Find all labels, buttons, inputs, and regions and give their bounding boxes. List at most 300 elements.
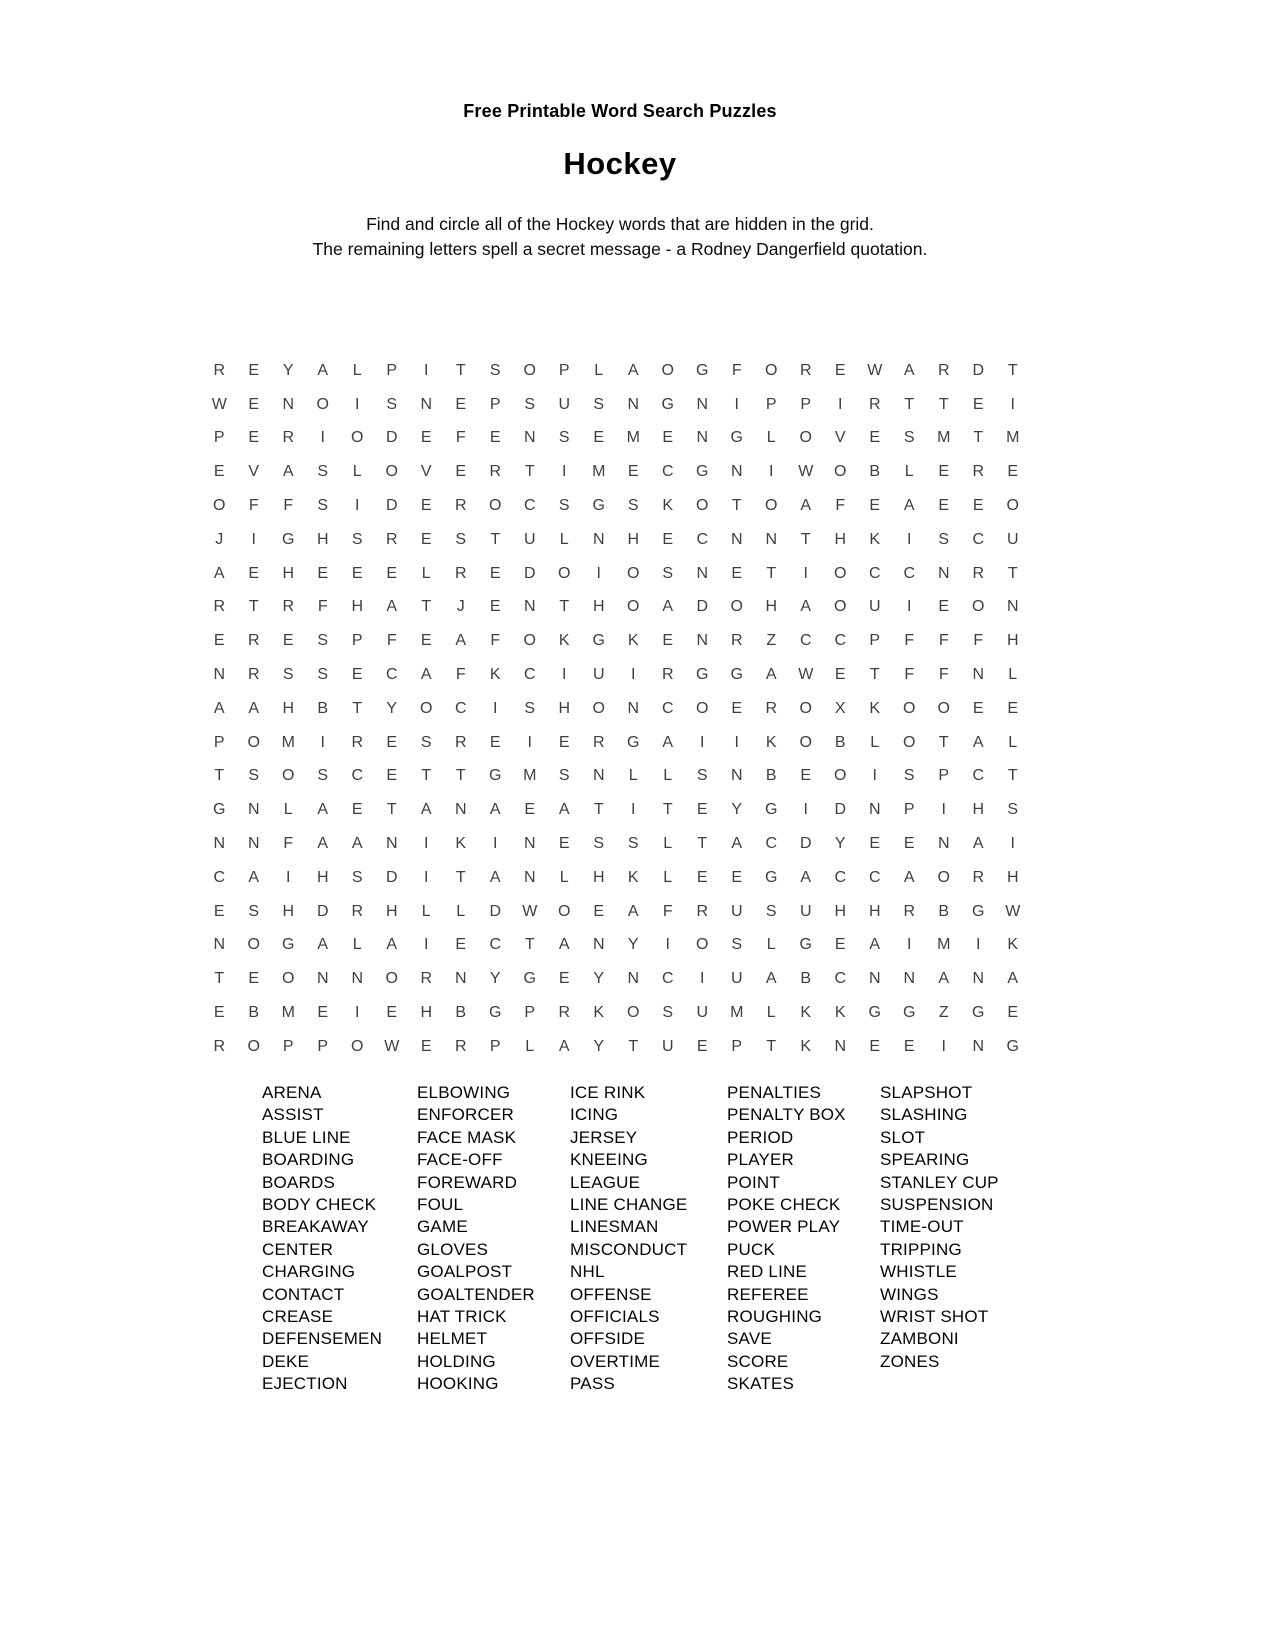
grid-letter: E [662, 632, 674, 650]
grid-letter: E [696, 1037, 708, 1055]
grid-letter: G [696, 361, 709, 379]
grid-letter: A [317, 835, 329, 853]
grid-letter: A [420, 666, 432, 684]
grid-letter: A [1007, 970, 1019, 988]
grid-letter: R [213, 361, 226, 379]
grid-letter: M [937, 429, 951, 447]
grid-letter: G [730, 666, 743, 684]
grid-letter: E [731, 564, 743, 582]
grid-letter: D [385, 497, 398, 515]
grid-letter: B [765, 767, 777, 785]
grid-letter: T [593, 801, 604, 819]
grid-letter: T [904, 395, 915, 413]
grid-letter: E [420, 632, 432, 650]
grid-letter: E [524, 801, 536, 819]
grid-letter: E [248, 970, 260, 988]
grid-letter: O [696, 699, 709, 717]
grid-letter: G [489, 767, 502, 785]
grid-letter: N [213, 835, 226, 853]
grid-letter: N [454, 801, 467, 819]
grid-letter: G [799, 936, 812, 954]
grid-letter: A [800, 598, 812, 616]
grid-letter: A [731, 835, 743, 853]
grid-letter: T [973, 429, 984, 447]
word-item: PLAYER [727, 1150, 795, 1170]
grid-letter: N [627, 395, 640, 413]
word-item: OFFENSE [570, 1284, 652, 1304]
grid-letter: D [972, 361, 985, 379]
grid-letter: E [420, 530, 432, 548]
grid-letter: N [696, 429, 709, 447]
grid-letter: H [282, 564, 295, 582]
grid-letter: A [558, 1037, 570, 1055]
word-item: LINE CHANGE [570, 1195, 688, 1215]
grid-letter: H [627, 530, 640, 548]
grid-letter: M [730, 1004, 744, 1022]
grid-letter: O [834, 598, 847, 616]
grid-letter: R [972, 564, 985, 582]
grid-letter: I [976, 936, 981, 954]
word-item: POWER PLAY [727, 1217, 841, 1237]
grid-letter: W [211, 395, 227, 413]
grid-letter: O [765, 361, 778, 379]
word-item: HOLDING [417, 1351, 496, 1371]
word-item: GLOVES [417, 1239, 489, 1259]
grid-letter: R [454, 564, 467, 582]
word-item: GOALPOST [417, 1262, 513, 1282]
grid-letter: O [1006, 497, 1019, 515]
grid-letter: E [800, 767, 812, 785]
grid-letter: N [696, 564, 709, 582]
grid-letter: D [834, 801, 847, 819]
grid-letter: S [938, 530, 950, 548]
grid-letter: O [351, 1037, 364, 1055]
grid-letter: F [835, 497, 846, 515]
grid-letter: K [455, 835, 467, 853]
grid-letter: O [523, 632, 536, 650]
grid-letter: D [523, 564, 536, 582]
grid-letter: T [248, 598, 259, 616]
word-item: BLUE LINE [262, 1127, 351, 1147]
grid-letter: R [247, 632, 260, 650]
grid-letter: P [489, 1037, 501, 1055]
grid-letter: N [523, 429, 536, 447]
grid-letter: E [834, 361, 846, 379]
grid-letter: N [523, 835, 536, 853]
grid-letter: T [524, 936, 535, 954]
grid-letter: W [867, 361, 883, 379]
word-item: ARENA [262, 1083, 322, 1102]
grid-letter: E [972, 699, 984, 717]
puzzle-title: Hockey [563, 146, 677, 181]
word-item: PERIOD [727, 1127, 794, 1147]
grid-letter: N [454, 970, 467, 988]
grid-letter: N [282, 395, 295, 413]
grid-letter: E [489, 564, 501, 582]
grid-letter: S [558, 497, 570, 515]
grid-letter: O [799, 429, 812, 447]
grid-letter: N [316, 970, 329, 988]
grid-letter: H [316, 530, 329, 548]
letter-grid [202, 354, 1030, 1064]
grid-letter: I [734, 395, 739, 413]
grid-letter: T [869, 666, 880, 684]
grid-letter: C [661, 699, 674, 717]
grid-letter: A [903, 361, 915, 379]
grid-letter: V [834, 429, 846, 447]
grid-letter: E [386, 767, 398, 785]
word-item: DEKE [262, 1351, 310, 1371]
grid-letter: I [941, 1037, 946, 1055]
grid-letter: P [282, 1037, 294, 1055]
grid-letter: B [248, 1004, 260, 1022]
grid-letter: E [317, 564, 329, 582]
grid-letter: G [592, 632, 605, 650]
grid-letter: N [247, 801, 260, 819]
grid-letter: S [524, 699, 536, 717]
word-item: SPEARING [880, 1150, 970, 1170]
grid-letter: U [1006, 530, 1019, 548]
word-item: ICE RINK [570, 1083, 646, 1102]
grid-letter: M [937, 936, 951, 954]
grid-letter: C [454, 699, 467, 717]
grid-letter: E [869, 1037, 881, 1055]
grid-letter: G [972, 1004, 985, 1022]
grid-letter: N [972, 970, 985, 988]
grid-letter: O [420, 699, 433, 717]
grid-letter: R [213, 1037, 226, 1055]
grid-letter: A [248, 868, 260, 886]
grid-letter: I [286, 868, 291, 886]
grid-letter: A [938, 970, 950, 988]
grid-letter: E [938, 598, 950, 616]
grid-letter: M [281, 733, 295, 751]
grid-letter: A [869, 936, 881, 954]
grid-letter: C [868, 868, 881, 886]
word-item: CREASE [262, 1307, 334, 1327]
grid-letter: T [455, 868, 466, 886]
grid-letter: A [213, 699, 225, 717]
grid-letter: A [317, 361, 329, 379]
word-item: HOOKING [417, 1374, 499, 1394]
grid-letter: G [592, 497, 605, 515]
grid-letter: G [730, 429, 743, 447]
grid-letter: G [972, 902, 985, 920]
grid-letter: E [213, 902, 225, 920]
grid-letter: Y [834, 835, 846, 853]
grid-letter: A [972, 733, 984, 751]
grid-letter: G [765, 868, 778, 886]
grid-letter: S [489, 361, 501, 379]
grid-letter: C [523, 666, 536, 684]
grid-letter: C [489, 936, 502, 954]
grid-letter: L [352, 463, 362, 481]
grid-letter: H [868, 902, 881, 920]
word-list [262, 1082, 1030, 1396]
grid-letter: H [282, 902, 295, 920]
grid-letter: M [281, 1004, 295, 1022]
grid-letter: T [731, 497, 742, 515]
grid-letter: E [731, 699, 743, 717]
grid-letter: K [593, 1004, 605, 1022]
grid-letter: N [730, 767, 743, 785]
grid-letter: A [386, 598, 398, 616]
grid-letter: O [937, 868, 950, 886]
grid-letter: C [351, 767, 364, 785]
grid-letter: N [868, 970, 881, 988]
grid-letter: O [696, 497, 709, 515]
grid-letter: E [213, 1004, 225, 1022]
word-item: CONTACT [262, 1284, 345, 1304]
grid-letter: G [213, 801, 226, 819]
grid-letter: W [384, 1037, 400, 1055]
grid-letter: I [320, 733, 325, 751]
grid-letter: W [798, 463, 814, 481]
grid-letter: R [454, 733, 467, 751]
grid-letter: I [631, 666, 636, 684]
word-item: ZONES [880, 1351, 940, 1371]
word-item: EJECTION [262, 1374, 348, 1394]
grid-letter: E [455, 936, 467, 954]
grid-letter: U [558, 395, 571, 413]
grid-letter: T [766, 564, 777, 582]
grid-letter: J [215, 530, 224, 548]
grid-letter: A [558, 801, 570, 819]
grid-letter: A [765, 970, 777, 988]
grid-letter: R [799, 361, 812, 379]
grid-letter: F [904, 666, 915, 684]
grid-letter: C [385, 666, 398, 684]
grid-letter: N [385, 835, 398, 853]
grid-letter: H [385, 902, 398, 920]
word-item: KNEEING [570, 1150, 648, 1170]
grid-letter: I [424, 868, 429, 886]
word-item: ASSIST [262, 1105, 324, 1125]
grid-letter: N [696, 632, 709, 650]
grid-letter: H [592, 598, 605, 616]
grid-letter: S [248, 902, 260, 920]
grid-letter: S [1007, 801, 1019, 819]
grid-letter: M [1006, 429, 1020, 447]
grid-letter: F [662, 902, 673, 920]
grid-letter: C [523, 497, 536, 515]
grid-letter: I [355, 1004, 360, 1022]
grid-letter: E [696, 868, 708, 886]
word-list-column-1 [262, 1082, 417, 1396]
grid-letter: F [490, 632, 501, 650]
grid-letter: O [730, 598, 743, 616]
grid-letter: I [424, 361, 429, 379]
grid-letter: R [247, 666, 260, 684]
grid-letter: I [631, 801, 636, 819]
grid-letter: R [454, 497, 467, 515]
grid-letter: S [903, 767, 915, 785]
grid-letter: W [798, 666, 814, 684]
word-item: BREAKAWAY [262, 1217, 369, 1237]
grid-letter: Y [489, 970, 501, 988]
grid-letter: M [626, 429, 640, 447]
grid-letter: A [972, 835, 984, 853]
grid-letter: N [213, 936, 226, 954]
grid-letter: E [869, 835, 881, 853]
grid-letter: A [317, 801, 329, 819]
grid-letter: E [1007, 699, 1019, 717]
grid-letter: N [592, 767, 605, 785]
word-item: BOARDING [262, 1150, 355, 1170]
grid-letter: N [903, 970, 916, 988]
grid-letter: H [420, 1004, 433, 1022]
grid-letter: R [351, 733, 364, 751]
grid-letter: N [1006, 598, 1019, 616]
grid-letter: I [907, 530, 912, 548]
grid-letter: R [972, 868, 985, 886]
grid-letter: O [903, 699, 916, 717]
grid-letter: D [385, 429, 398, 447]
grid-letter: I [907, 598, 912, 616]
grid-letter: H [351, 598, 364, 616]
word-item: OFFSIDE [570, 1329, 646, 1349]
grid-letter: R [282, 429, 295, 447]
grid-letter: C [903, 564, 916, 582]
grid-letter: A [386, 936, 398, 954]
grid-letter: S [627, 497, 639, 515]
grid-letter: L [663, 767, 673, 785]
grid-letter: A [662, 733, 674, 751]
grid-letter: E [1007, 1004, 1019, 1022]
grid-letter: E [558, 835, 570, 853]
grid-letter: U [592, 666, 605, 684]
grid-letter: N [523, 868, 536, 886]
puzzle-instructions [0, 212, 1240, 262]
grid-letter: U [523, 530, 536, 548]
grid-letter: G [282, 530, 295, 548]
grid-letter: I [907, 936, 912, 954]
grid-letter: S [662, 1004, 674, 1022]
grid-letter: N [730, 463, 743, 481]
grid-letter: S [558, 767, 570, 785]
word-item: PENALTY BOX [727, 1105, 846, 1125]
grid-letter: R [420, 970, 433, 988]
grid-letter: L [559, 868, 569, 886]
grid-letter: D [385, 868, 398, 886]
grid-letter: G [489, 1004, 502, 1022]
grid-letter: S [662, 564, 674, 582]
word-item: POKE CHECK [727, 1195, 841, 1215]
grid-letter: O [558, 902, 571, 920]
word-item: WHISTLE [880, 1262, 957, 1282]
grid-letter: P [213, 733, 225, 751]
grid-letter: N [972, 1037, 985, 1055]
grid-letter: E [696, 801, 708, 819]
grid-letter: E [972, 395, 984, 413]
word-item: FACE-OFF [417, 1150, 503, 1170]
grid-letter: I [320, 429, 325, 447]
grid-letter: G [868, 1004, 881, 1022]
grid-letter: K [627, 868, 639, 886]
grid-letter: E [489, 598, 501, 616]
grid-letter: R [282, 598, 295, 616]
word-item: GAME [417, 1217, 468, 1237]
grid-letter: O [696, 936, 709, 954]
grid-letter: G [696, 463, 709, 481]
grid-letter: S [386, 395, 398, 413]
grid-letter: P [869, 632, 881, 650]
grid-letter: E [317, 1004, 329, 1022]
word-item: GOALTENDER [417, 1284, 535, 1304]
word-list-column-2 [417, 1082, 570, 1396]
grid-letter: C [696, 530, 709, 548]
grid-letter: O [765, 497, 778, 515]
grid-letter: R [592, 733, 605, 751]
word-item: FOUL [417, 1195, 464, 1215]
grid-letter: G [282, 936, 295, 954]
grid-letter: F [248, 497, 259, 515]
grid-letter: O [282, 767, 295, 785]
word-item: DEFENSEMEN [262, 1329, 383, 1349]
grid-letter: E [213, 463, 225, 481]
grid-letter: F [731, 361, 742, 379]
grid-letter: A [351, 835, 363, 853]
grid-letter: H [1006, 632, 1019, 650]
grid-letter: S [317, 767, 329, 785]
grid-letter: B [455, 1004, 467, 1022]
grid-letter: C [799, 632, 812, 650]
grid-letter: N [592, 936, 605, 954]
site-title: Free Printable Word Search Puzzles [463, 101, 777, 121]
grid-letter: E [869, 497, 881, 515]
word-item: HAT TRICK [417, 1307, 507, 1327]
grid-letter: O [937, 699, 950, 717]
grid-letter: J [456, 598, 465, 616]
word-item: REFEREE [727, 1284, 809, 1304]
grid-letter: G [696, 666, 709, 684]
grid-letter: L [663, 835, 673, 853]
grid-letter: A [627, 361, 639, 379]
grid-letter: F [938, 632, 949, 650]
grid-letter: T [628, 1037, 639, 1055]
grid-letter: S [317, 666, 329, 684]
grid-letter: S [593, 835, 605, 853]
grid-letter: E [386, 564, 398, 582]
grid-letter: O [247, 733, 260, 751]
grid-letter: Y [282, 361, 294, 379]
grid-letter: A [455, 632, 467, 650]
grid-letter: E [489, 733, 501, 751]
grid-letter: O [627, 598, 640, 616]
grid-letter: R [489, 463, 502, 481]
grid-letter: T [352, 699, 363, 717]
grid-letter: T [938, 395, 949, 413]
grid-letter: R [765, 699, 778, 717]
grid-letter: C [834, 970, 847, 988]
grid-letter: O [247, 936, 260, 954]
grid-letter: P [524, 1004, 536, 1022]
grid-letter: I [872, 767, 877, 785]
grid-letter: E [282, 632, 294, 650]
grid-letter: F [283, 835, 294, 853]
word-item: OVERTIME [570, 1351, 661, 1371]
grid-letter: B [938, 902, 950, 920]
word-item: SLAPSHOT [880, 1083, 973, 1102]
grid-letter: O [834, 564, 847, 582]
word-item: ROUGHING [727, 1307, 823, 1327]
grid-letter: X [834, 699, 846, 717]
grid-letter: P [800, 395, 812, 413]
grid-letter: L [766, 429, 776, 447]
grid-letter: A [282, 463, 294, 481]
grid-letter: T [386, 801, 397, 819]
grid-letter: O [834, 463, 847, 481]
